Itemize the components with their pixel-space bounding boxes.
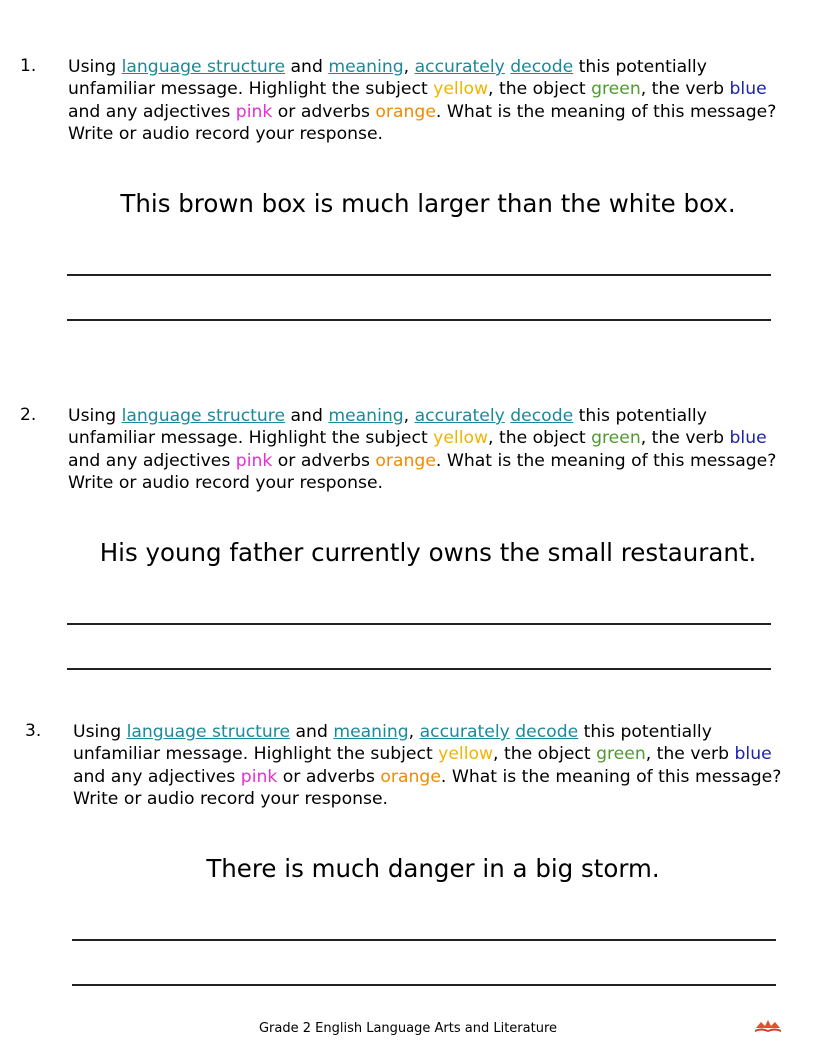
color-word-green: green (591, 79, 641, 100)
link-meaning[interactable]: meaning (328, 406, 404, 426)
color-word-orange: orange (380, 766, 441, 787)
link-decode[interactable]: decode (510, 57, 574, 77)
page-footer: Grade 2 English Language Arts and Literature (258, 1021, 558, 1036)
link-meaning[interactable]: meaning (328, 57, 404, 77)
question-number: 2. (20, 405, 37, 425)
question-instructions: Using language structure and meaning, accurately decode this potentially unfamiliar message. Highlight the subject yellow, the object green, the verb blue and any adjectives pink or adverbs orange. What is the meaning of this message? Write or audio record your response. (68, 57, 777, 144)
color-word-pink: pink (235, 101, 273, 122)
color-word-yellow: yellow (433, 428, 489, 449)
link-decode[interactable]: decode (510, 406, 574, 426)
color-word-green: green (596, 744, 646, 765)
color-word-pink: pink (235, 450, 273, 471)
color-word-orange: orange (375, 450, 436, 471)
book-logo-icon (754, 1013, 782, 1033)
color-word-blue: blue (729, 79, 767, 100)
link-language-structure[interactable]: language structure (121, 406, 286, 426)
answer-line[interactable] (67, 623, 771, 625)
link-language-structure[interactable]: language structure (126, 722, 291, 742)
color-word-pink: pink (240, 766, 278, 787)
question-instructions: Using language structure and meaning, accurately decode this potentially unfamiliar message. Highlight the subject yellow, the object green, the verb blue and any adjectives pink or adverbs orange. What is the meaning of this message? Write or audio record your response. (73, 722, 782, 809)
question-number: 3. (25, 721, 42, 741)
decode-sentence: There is much danger in a big storm. (206, 854, 660, 883)
link-meaning[interactable]: meaning (333, 722, 409, 742)
answer-line[interactable] (67, 274, 771, 276)
color-word-blue: blue (729, 428, 767, 449)
answer-line[interactable] (67, 668, 771, 670)
question-instructions: Using language structure and meaning, accurately decode this potentially unfamiliar message. Highlight the subject yellow, the object green, the verb blue and any adjectives pink or adverbs orange. What is the meaning of this message? Write or audio record your response. (68, 406, 777, 493)
color-word-yellow: yellow (433, 79, 489, 100)
answer-line[interactable] (72, 984, 776, 986)
color-word-orange: orange (375, 101, 436, 122)
decode-sentence: His young father currently owns the small restaurant. (99, 538, 757, 567)
link-language-structure[interactable]: language structure (121, 57, 286, 77)
link-accurately[interactable]: accurately (414, 406, 505, 426)
question-number: 1. (20, 56, 37, 76)
link-accurately[interactable]: accurately (414, 57, 505, 77)
decode-sentence: This brown box is much larger than the white box. (120, 189, 736, 218)
color-word-green: green (591, 428, 641, 449)
link-decode[interactable]: decode (515, 722, 579, 742)
color-word-yellow: yellow (438, 744, 494, 765)
color-word-blue: blue (734, 744, 772, 765)
answer-line[interactable] (72, 939, 776, 941)
answer-line[interactable] (67, 319, 771, 321)
link-accurately[interactable]: accurately (419, 722, 510, 742)
